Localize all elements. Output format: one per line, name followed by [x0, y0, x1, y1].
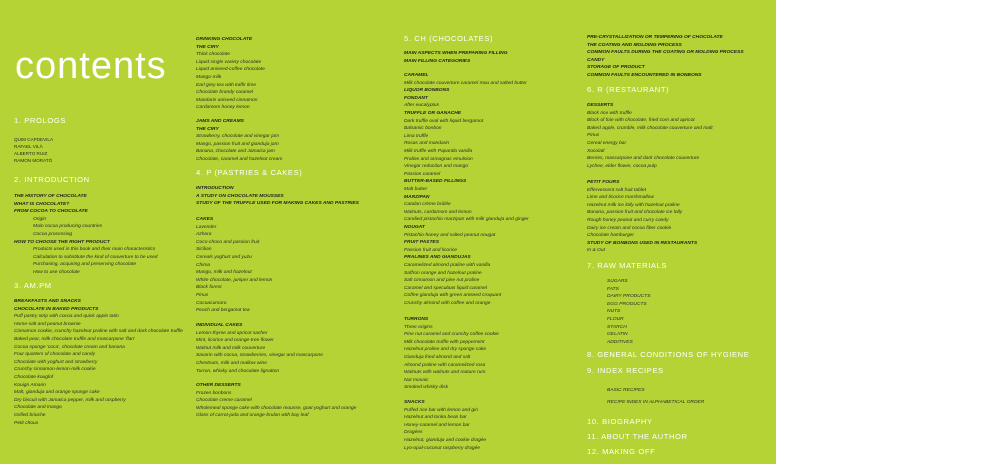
- recipe-item: Earl grey tea with kaffir lime: [196, 82, 257, 88]
- author-name: ALBERTO RUIZ: [14, 151, 48, 156]
- recipe-item: Dairy ice cream and cocoa fiber cookie: [587, 225, 672, 231]
- recipe-item: Chocolate creme caramel: [196, 398, 252, 404]
- section-heading: 7. RAW MATERIALS: [587, 261, 668, 270]
- section-heading: 10. BIOGRAPHY: [587, 417, 653, 426]
- recipe-item: Passion caramel: [404, 171, 441, 177]
- recipe-item: Hazelnut, gianduja and cookie dragée: [404, 438, 487, 443]
- subsection-item: BASIC RECIPES: [607, 388, 645, 393]
- group-heading: MARZIPAN: [404, 194, 430, 200]
- recipe-item: Rough honey peanut and curry candy: [587, 218, 669, 223]
- recipe-item: Lima truffle: [404, 133, 429, 139]
- recipe-item: Banana, chocolate and Jamaica jam: [196, 149, 275, 155]
- recipe-item: Rosas and mandarin: [404, 141, 450, 147]
- recipe-item: Almond praline with caramelized rosa: [404, 362, 486, 368]
- group-heading: BUTTER-BASED FILLINGS: [404, 179, 467, 185]
- subsection-item: RECIPE INDEX IN ALPHABETICAL ORDER: [607, 400, 705, 405]
- recipe-item: Smoked whisky disk: [404, 385, 449, 391]
- recipe-item: Mango, passion fruit and gianduja jam: [196, 141, 279, 147]
- recipe-item: Hazelnut praline and dry sponge cake: [404, 347, 487, 353]
- recipe-item: Saffron orange and hazelnut praline: [404, 270, 482, 276]
- recipe-item: Four quarters of chocolate and candy: [14, 352, 96, 358]
- subtopic-item: Origin: [33, 216, 47, 222]
- recipe-item: Glass of carrot-juda and orange-brulon with bay leaf: [196, 413, 309, 419]
- recipe-item: Chocolate hamburger: [587, 233, 635, 239]
- recipe-item: Honey-caramel and lemon bar: [404, 422, 470, 428]
- recipe-item: Petit choux: [14, 420, 39, 426]
- group-heading: STUDY OF THE TRUFFLE USED FOR MAKING CAKES AND PASTRIES: [196, 201, 359, 207]
- recipe-item: Chocolate brandy caramel: [196, 90, 254, 96]
- recipe-item: Pinus: [196, 293, 209, 298]
- group-heading: DESSERTS: [587, 103, 614, 108]
- subtopic-item: Calculation to substitute the kind of couverture to be used: [33, 254, 158, 260]
- recipe-item: Mango, milk and hazelnut: [196, 270, 252, 276]
- recipe-item: Xocolatl: [587, 148, 605, 154]
- recipe-item: Crunchy almond with coffee and orange: [404, 301, 491, 306]
- subsection-item: EGG PRODUCTS: [607, 301, 647, 307]
- subsection-item: DAIRY PRODUCTS: [607, 294, 651, 300]
- recipe-item: Lychee, elder flower, cocoa pulp: [587, 163, 657, 169]
- recipe-item: Mint, licorice and orange-tree flower: [196, 338, 274, 344]
- subtopic-item: Cocoa processing: [33, 232, 73, 237]
- section-heading: 4. P (PASTRIES & CAKES): [196, 168, 303, 177]
- subtopic-item: How to use chocolate: [33, 270, 80, 275]
- group-heading: HOW TO CHOOSE THE RIGHT PRODUCT: [14, 239, 110, 245]
- section-heading: 2. INTRODUCTION: [14, 175, 90, 184]
- recipe-item: Grilled brioche: [14, 413, 46, 418]
- group-heading: STORAGE OF PRODUCT: [587, 65, 645, 71]
- subsection-item: ADDITIVES: [607, 339, 633, 345]
- recipe-item: Peach and bergamot tea: [196, 308, 250, 314]
- recipe-item: Caramelized almond praline with vanilla: [404, 263, 491, 268]
- section-heading: 6. R (RESTAURANT): [587, 85, 670, 94]
- recipe-item: Malt butter: [404, 187, 428, 192]
- recipe-item: Three origins: [404, 324, 433, 330]
- recipe-item: Pinus: [587, 133, 600, 139]
- recipe-item: Thick chocolate: [196, 52, 230, 58]
- section-heading: 1. PROLOGS: [14, 116, 66, 125]
- recipe-item: Balsamic bonbon: [404, 126, 442, 132]
- group-heading: FRUIT PASTES: [404, 240, 439, 246]
- section-heading: 11. ABOUT THE AUTHOR: [587, 432, 688, 441]
- subsection-item: FATS: [607, 286, 619, 292]
- recipe-item: Liquid aniseed-coffee chocolate: [196, 67, 265, 73]
- recipe-item: Chocolate with yoghurt and strawberry: [14, 359, 98, 365]
- recipe-item: Pistachio-honey and salted peanut nougat: [404, 232, 496, 238]
- recipe-item: Lemon-thyme and apricot sacher: [196, 330, 268, 336]
- recipe-item: Coffee gianduja with green aniseed croquant: [404, 293, 502, 299]
- group-heading: INDIVIDUAL CAKES: [196, 323, 243, 328]
- recipe-item: Caramel and speculaas liquid caramel: [404, 285, 487, 291]
- group-heading: COMMON FAULTS DURING THE COATING OR MOLDING PROCESS: [587, 50, 744, 56]
- group-heading: THE HISTORY OF CHOCOLATE: [14, 194, 87, 199]
- recipe-item: Praline and armagnac emulsion: [404, 156, 473, 162]
- subtopic-item: Purchasing, acquiring and preserving chocolate: [33, 262, 137, 268]
- recipe-item: Coco-choco and passion fruit: [196, 239, 260, 245]
- recipe-item: Dark truffle oval with liquid bergamot: [404, 118, 484, 124]
- author-name: RAFAEL VILÀ: [14, 144, 43, 149]
- recipe-item: Mandarin aniseed cinnamon: [196, 97, 258, 103]
- recipe-item: Cereal energy bar: [587, 141, 627, 146]
- recipe-item: Walnut milk and milk couverture: [196, 345, 266, 351]
- group-heading: NOUGAT: [404, 225, 425, 230]
- group-heading: STUDY OF BONBONS USED IN RESTAURANTS: [587, 240, 698, 246]
- recipe-item: Chocolate, caramel and hazelnut cream: [196, 157, 283, 162]
- group-heading: PETIT FOURS: [587, 180, 620, 185]
- recipe-item: Hazelnut and tonka bean bar: [404, 415, 467, 421]
- recipe-item: Hazelnut milk ice lolly with hazelnut praline: [587, 202, 680, 208]
- recipe-item: Home-salt and peanut brownie: [14, 321, 81, 327]
- section-heading: 3. AM.PM: [14, 281, 52, 290]
- recipe-item: Crunchy cinnamon-lemon-milk cookie: [14, 367, 96, 373]
- recipe-item: Wholemeal sponge cake with chocolate mousse, goat yoghurt and orange: [196, 405, 357, 411]
- recipe-item: Chocolate and mango: [14, 405, 62, 411]
- group-heading: THE CIRY: [196, 44, 219, 50]
- group-heading: JAMS AND CREAMS: [196, 119, 244, 124]
- recipe-item: Puff pastry strip with cocoa and quick apple tatin: [14, 314, 119, 320]
- group-heading: THE COATING AND MOLDING PROCESS: [587, 42, 682, 48]
- section-heading: 12. MAKING OFF: [587, 447, 656, 456]
- subsection-item: GELATIN: [607, 332, 628, 338]
- recipe-item: Milk chocolate truffle with peppermint: [404, 339, 485, 345]
- recipe-item: Black rice with truffle: [587, 110, 632, 116]
- recipe-item: Milk truffle with Papantla vanilla: [404, 149, 473, 154]
- group-heading: COMMON FAULTS ENCOUNTERED IN BONBONS: [587, 73, 702, 78]
- recipe-item: White chocolate, juniper and lemon: [196, 277, 273, 283]
- subsection-item: STARCH: [607, 324, 627, 330]
- recipe-item: Cocoa sponge 'coca', chocolate cream and banana: [14, 344, 125, 350]
- recipe-item: Candied pistachio marzipan with milk gianduja and ginger: [404, 217, 529, 223]
- recipe-item: Banana, passion fruit and chocolate ice lolly: [587, 210, 683, 216]
- section-heading: 9. INDEX RECIPES: [587, 366, 664, 375]
- recipe-item: Strawberry, chocolate and vinegar jam: [196, 134, 280, 140]
- recipe-item: Baked pear, milk chocolate truffle and mascarpone 'flan': [14, 337, 135, 342]
- recipe-item: Effervescent salt fruit tablet: [587, 187, 646, 193]
- recipe-item: In & Out: [587, 248, 605, 254]
- recipe-item: Dry biscuit with Jamaica pepper, milk and raspberry: [14, 397, 126, 403]
- author-name: RAMON MORATÓ: [14, 158, 53, 163]
- recipe-item: Cocoacumaro: [196, 300, 227, 306]
- subtopic-item: Main cocoa producing countries: [33, 224, 103, 230]
- recipe-item: Mango-milk: [196, 75, 222, 80]
- recipe-item: Turron, whisky and chocolate lignatton: [196, 368, 280, 374]
- recipe-item: Frozen bonbons: [196, 390, 232, 396]
- group-heading: MAIN ASPECTS WHEN PREPARING FILLING: [404, 51, 508, 56]
- recipe-item: Puffed rice bar with lemon and gin: [404, 407, 478, 413]
- group-heading: MAIN FILLING CATEGORIES: [404, 58, 471, 64]
- section-heading: 8. GENERAL CONDITIONS OF HYGIENE: [587, 350, 750, 359]
- group-heading: SNACKS: [404, 400, 425, 405]
- recipe-item: Passion fruit and licorice: [404, 247, 458, 253]
- recipe-item: Vinegar reduction and mango: [404, 164, 469, 170]
- recipe-item: Nut mosaic: [404, 377, 429, 383]
- group-heading: INTRODUCTION: [196, 186, 234, 191]
- recipe-item: Kouign Amann: [14, 382, 46, 388]
- recipe-item: Catalan crème brûlée: [404, 202, 451, 208]
- page-title: contents: [15, 45, 167, 87]
- group-heading: TRUFFLE OR GANACHE: [404, 111, 462, 116]
- subsection-item: FLOUR: [607, 317, 624, 322]
- recipe-item: Salt cinnamon and pine nut praline: [404, 278, 480, 284]
- group-heading: PRE-CRYSTALLIZATION OR TEMPERING OF CHOCOLATE: [587, 35, 723, 40]
- recipe-item: Lyo-opal-coconut raspberry dragée: [404, 445, 481, 451]
- recipe-item: Cinnamon cookie, crunchy hazelnut praline with salt and dark chocolate truffle: [14, 329, 183, 335]
- recipe-item: Malt, gianduja and orange sponge cake: [14, 390, 100, 396]
- recipe-item: Savarin with cocoa, strawberries, vinegar and mascarpone: [196, 353, 323, 359]
- group-heading: DRINKING CHOCOLATE: [196, 37, 253, 42]
- recipe-item: Cereals yoghurt and yuzu: [196, 255, 252, 260]
- recipe-item: Walnuts, cardamom and lemon: [404, 209, 472, 215]
- recipe-item: Chocolate kouglof: [14, 375, 54, 380]
- recipe-item: Liquid single variety chocolate: [196, 59, 262, 65]
- group-heading: OTHER DESSERTS: [196, 383, 241, 388]
- recipe-item: Lime and licorice marshmallow: [587, 195, 654, 201]
- recipe-item: Baked apple, crumble, milk chocolate couverture and malt: [587, 125, 713, 131]
- recipe-item: Berries, mascarpone and dark chocolate couverture: [587, 156, 700, 162]
- group-heading: BREAKFASTS AND SNACKS: [14, 299, 81, 304]
- group-heading: CARAMEL: [404, 73, 429, 78]
- group-heading: CAKES: [196, 217, 214, 222]
- recipe-item: Sicilian: [196, 247, 212, 253]
- group-heading: CHOCOLATE IN BAKED PRODUCTS: [14, 306, 99, 312]
- subsection-item: SUGARS: [607, 279, 628, 284]
- group-heading: PRALINES AND GIANDUJAS: [404, 255, 471, 261]
- author-name: QUIM CAPDEVILA: [14, 137, 54, 142]
- recipe-item: After eucalyptus: [404, 103, 440, 109]
- recipe-item: Walnuts with walnuts and mature rum: [404, 370, 486, 376]
- recipe-item: Dragées: [404, 430, 423, 436]
- subtopic-item: Products used in this book and their main characteristics: [33, 247, 156, 253]
- group-heading: TURRONS: [404, 317, 429, 322]
- group-heading: THE CIRY: [196, 126, 219, 132]
- recipe-item: Block of foie with chocolate, fried corn and apricot: [587, 118, 695, 124]
- recipe-item: Chestnuts, milk and mallow wine: [196, 361, 267, 366]
- group-heading: FONDANT: [404, 95, 428, 101]
- recipe-item: Cardamom honey lemon: [196, 105, 250, 111]
- recipe-item: Pine nut caramel and crunchy coffee cookie: [404, 332, 499, 338]
- recipe-item: Black forest: [196, 285, 222, 291]
- group-heading: FROM COCOA TO CHOCOLATE: [14, 209, 88, 215]
- recipe-item: Gianduja fried almond and salt: [404, 355, 471, 360]
- recipe-item: Lavender: [196, 224, 217, 230]
- group-heading: CANDY: [587, 57, 605, 63]
- recipe-item: Azhara: [196, 232, 212, 238]
- recipe-item: Milk chocolate couverture caramel mou and salted butter: [404, 80, 527, 86]
- recipe-item: Chima: [196, 262, 211, 268]
- group-heading: A STUDY ON CHOCOLATE MOUSSES: [196, 193, 284, 199]
- group-heading: LIQUOR BONBONS: [404, 88, 450, 94]
- group-heading: WHAT IS CHOCOLATE?: [14, 201, 70, 207]
- subsection-item: NUTS: [607, 309, 621, 315]
- section-heading: 5. CH (CHOCOLATES): [404, 34, 494, 43]
